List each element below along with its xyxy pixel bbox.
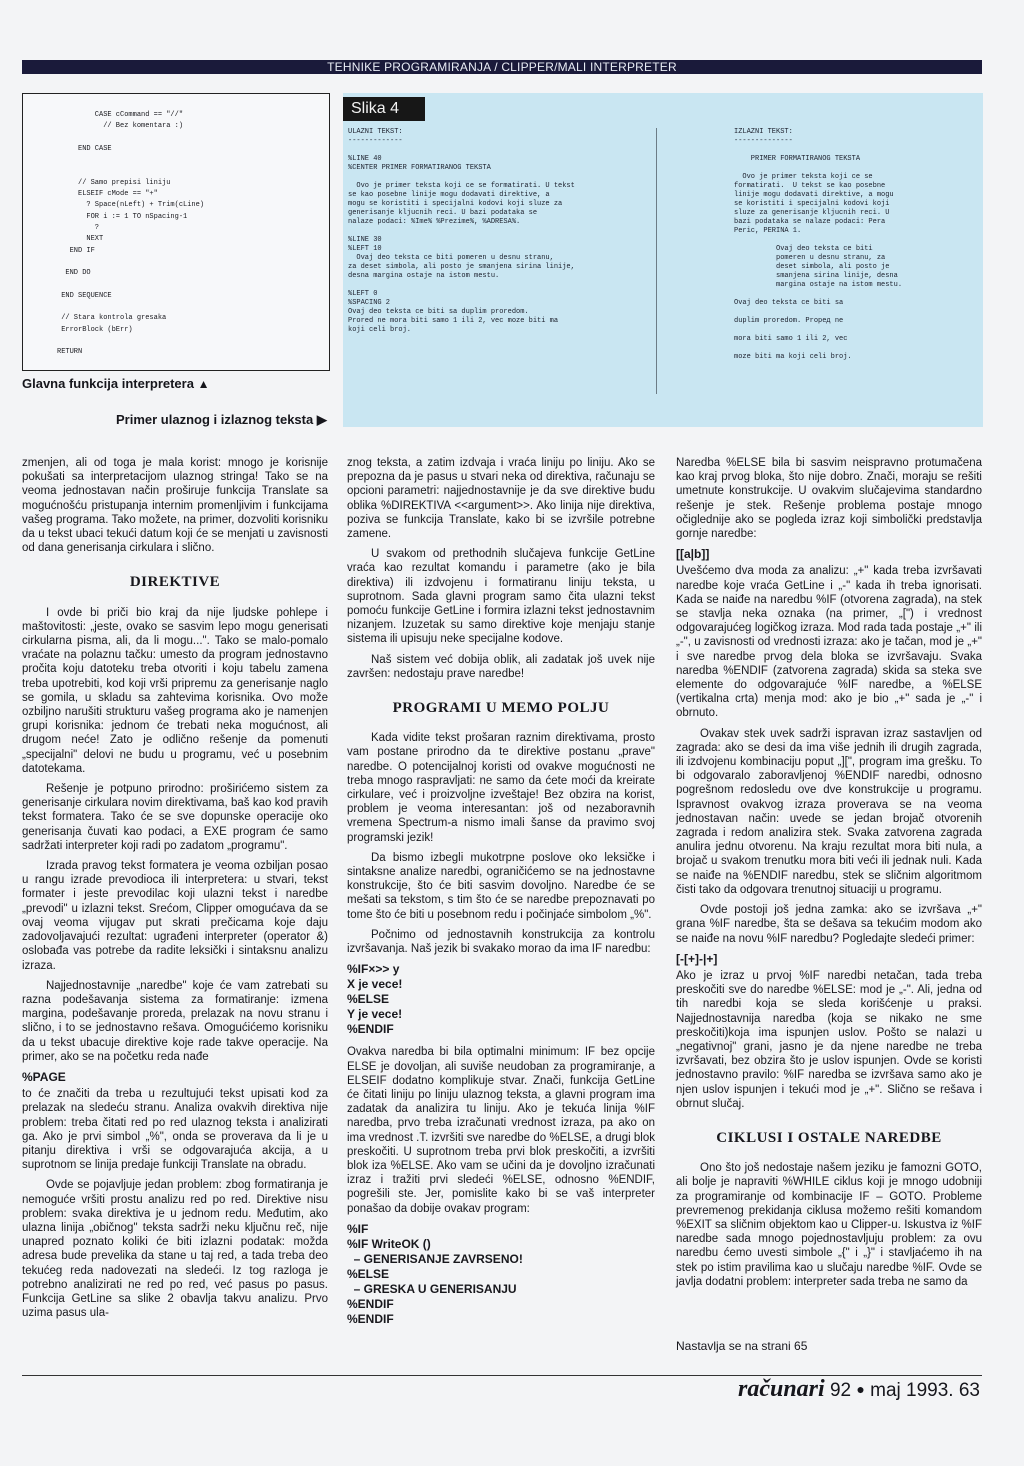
figure-4-label: Slika 4 xyxy=(343,97,425,121)
article-column-2 xyxy=(347,456,655,1335)
magazine-brand: računari xyxy=(737,1376,825,1402)
code-listing-box xyxy=(22,93,330,371)
triangle-up-icon: ▲ xyxy=(197,377,210,391)
paragraph: Počnimo od jednostavnih konstrukcija za kontrolu izvršavanja. Naš jezik bi svakako morao da ima IF naredbu: xyxy=(347,928,655,956)
section-heading-ciklusi: CIKLUSI I OSTALE NAREDBE xyxy=(716,1129,942,1146)
caption-main-text: Glavna funkcija interpretera xyxy=(22,376,194,391)
paragraph: Najjednostavnije „naredbe" koje će vam zatrebati su razna podešavanja sistema za formatiranje: izmena margina, podešavanje proreda, prelazak na novu stranu i slično, i to se jednostavno rešava. Omogućićemo korisniku da u tekst ubacuje direktive koje rade takve operacije. Na primer, ako se na početku reda nađe xyxy=(22,979,328,1063)
code-expression-2: [-[+]-|+] xyxy=(676,951,718,966)
code-program-2: %IF %IF WriteOK () – GENERISANJE ZAVRSENO! %ELSE – GRESKA U GENERISANJU %ENDIF %ENDIF xyxy=(347,1221,523,1326)
caption-main-function xyxy=(22,376,209,391)
code-directive: %PAGE xyxy=(22,1069,66,1084)
continuation-note: Nastavlja se na strani 65 xyxy=(676,1339,808,1353)
paragraph: Ovde postoji još jedna zamka: ako se izvršava „+" grana %IF naredbe, šta se dešava sa tekućim modom ako se naiđe na novu %IF naredbu? Pogledajte sledeći primer: xyxy=(676,904,982,945)
section-heading-direktive: DIREKTIVE xyxy=(129,574,221,591)
code-program-1: %IF×>> y X je vece! %ELSE Y je vece! %ENDIF xyxy=(347,962,403,1037)
paragraph: Da bismo izbegli mukotrpne poslove oko leksičke i sintaksne analize naredbi, ograničićemo se na jednostavne konstrukcije, što će biti sasvim dovoljno. Naredbe će se mešati sa tekstom, s tim što će se naredbe prepoznavati po tome što će biti u posebnom redu i počinjaće simbolom „%". xyxy=(347,851,655,921)
paragraph: Ovakav stek uvek sadrži ispravan izraz sastavljen od zagrada: ako se desi da ima više jednih ili drugih zagrada, ili izdvojenu kombinaciju poput „][", program ima grešku. To bi odgovaralo zaboravljenoj %ENDIF naredbi, odnosno pogrešnom redosledu ove dve konstrukcije u programu. Ispravnost ovakvog izraza proverava se na veoma jednostavan način: uvede se jedan brojač otvorenih zagrada i redom analizira stek. Svaka zatvorena zagrada anulira jednu otvorenu. Na kraju rezultat mora biti nula, a brojač u svakom trenutku mora biti veći ili jednak nuli. Kada se naiđe na %ENDIF naredbu, stek se sličnim algoritmom čisti tako da odgovara trenutnoj situaciji u programu. xyxy=(676,727,982,896)
paragraph: Ono što još nedostaje našem jeziku je famozni GOTO, ali bolje je napraviti %WHILE ciklus koji je mnogo udobniji za programiranje od kombinacije IF – GOTO. Probleme prevremenog prekidanja ciklusa možemo rešiti komandom %EXIT sa sličnim objektom kao u Clipper-u. Iskustva iz %IF naredbe sada mnogo pojednostavljuju problem: za ovu naredbu ćemo uvesti simbole „{" i „}" i stavljaćemo ih na stek po istim pravilima kao u slučaju naredbe %IF. Ovde se javlja dodatni problem: interpreter sada treba ne samo da xyxy=(676,1162,982,1288)
paragraph: Uvešćemo dva moda za analizu: „+" kada treba izvršavati naredbe koje vraća GetLine i „-" kada ih treba ignorisati. Kada se naiđe na naredbu %IF (otvorena zagrada), na stek se stavlja neka oznaka (na primer, „[") i vrednost odgovarajućeg logičkog izraza. Mod rada tada postaje „+" ili „-", u zavisnosti od vrednosti izraza: ako je tačan, mod je „+" i sve naredbe prvog dela bloka se izvršavaju. Svaka naredba %ENDIF (zatvorena zagrada) skida sa steka sve elemente do odgovarajuće %IF naredbe, a %ELSE (vertikalna crta) menja mod: ako je bio „+" sada je „-" i obrnuto. xyxy=(676,565,982,720)
code-expression-1: [[a|b]] xyxy=(676,547,710,562)
paragraph: znog teksta, a zatim izdvaja i vraća liniju po liniju. Ako se prepozna da je pasus u stvari neka od direktiva, računaju se opcioni parametri: najjednostavnije je da sve direktive budu oblika %DIREKTIVA <<argument>>. Ako linija nije direktiva, poziva se funkcija Translate, kako bi se izvršile potrebne zamene. xyxy=(347,457,655,541)
code-listing: CASE cCommand == "//" // Bez komentara :) END CASE // Samo prepisi liniju ELSEIF cMode == "+" ? Space(nLeft) + Trim(cLine) FOR i := 1 TO nSpacing-1 ? NEXT END IF END DO END SEQUENCE // Stara kontrola gresaka ErrorBlock (bErr) RETURN xyxy=(57,111,205,357)
triangle-right-icon: ▶ xyxy=(316,412,327,427)
figure-output-text: IZLAZNI TEKST: -------------- PRIMER FORMATIRANOG TEKSTA Ovo je primer teksta koji ce se formatirati. U tekst se kao posebne linije mogu dodavati direktive, a mogu se koristiti i specijalni kodovi koji sluze za generisanje kljucnih reci. U bazi podataka se nalaze podaci: Pera Peric, PERINA 1. Ovaj deo teksta ce biti pomeren u desnu stranu, za deset simbola, ali posto je smanjena sirina linije, desna margina ostaje na istom mestu. Ovaj deo teksta ce biti sa duplim proredom. Proред ne mora biti samo 1 ili 2, vec moze biti ma koji celi broj. xyxy=(734,128,903,361)
caption-sample-text: Primer ulaznog i izlaznog teksta xyxy=(116,412,314,427)
paragraph: U svakom od prethodnih slučajeva funkcije GetLine vraća kao rezultat komandu i parametre (ako je bila direktiva) ili izdvojenu i formatiranu liniju teksta, u suprotnom. Sada glavni program samo čita ulazni tekst pomoću funkcije GetLine i formira izlazni tekst jednostavnim nizanjem. Izuzetak su samo direktive koje menjaju stanje sistema ili upisuju neke specijalne kodove. xyxy=(347,548,655,646)
paragraph: Naš sistem već dobija oblik, ali zadatak još uvek nije završen: nedostaju prave naredbe! xyxy=(347,653,655,680)
article-column-1 xyxy=(22,456,328,1326)
paragraph: to će značiti da treba u rezultujući tekst upisati kod za prelazak na sledeću stranu. Analiza ovakvih direktiva nije problem: treba čitati red po red ulaznog teksta i analizirati ga. Ako je prvi simbol „%", onda se proverava da li je u pitanju direktiva i vrši se odgovarajuća akcija, a u suprotnom se linija predaje funkciji Translate na obradu. xyxy=(22,1088,328,1172)
page-footer xyxy=(738,1376,980,1403)
paragraph: zmenjen, ali od toga je mala korist: mnogo je korisnije pokušati sa interpretacijom ulaznog stringa! Tako se na veoma jednostavan način proširuje funkcija Translate sa mogućnošću pristupanja internim promenljivim i funkcijama vašeg programa. Tako možete, na primer, dozvoliti korisniku da u tekst ubaci tekući datum koji će se menjati u zavisnosti od dana generisanja cirkulara i slično. xyxy=(22,457,328,555)
bullet-icon: ● xyxy=(856,1381,865,1397)
paragraph: Ako je izraz u prvoj %IF naredbi netačan, tada treba preskočiti sve do naredbe %ELSE: mod je „-". Ali, jedna od tih naredbi koja se sleda korišćenje u praksi. Najjednostavnija naredba (koja se nikako ne sme preskočiti)koja ima ispunjen uslov. Pošto se nalazi u „negativnoj" grani, jasno je da njene naredbe ne treba izvršavati, bez obzira što je uslov ispunjen. Ovde se koristi jednostavno pravilo: %IF naredba se izvršava samo ako je njen uslov ispunjen i tekući mod je „+". Slično se rešava i obrnut slučaj. xyxy=(676,969,982,1110)
section-heading-programi: PROGRAMI U MEMO POLJU xyxy=(392,700,610,717)
paragraph: Kada vidite tekst prošaran raznim direktivama, prosto vam postane prirodno da te direktive postanu „prave" naredbe. O potencijalnoj koristi od ovakve mogućnosti ne treba mnogo raspravljati: ne samo da ćete moći da kreirate cirkulare, već i proizvoljne izveštaje! Bez obzira na korist, problem je veoma interesantan: još od nezaboravnih vremena Spectrum-a nismo imali šanse da pravimo svoj programski jezik! xyxy=(347,732,655,844)
issue-number: 92 xyxy=(829,1380,852,1401)
paragraph: I ovde bi priči bio kraj da nije ljudske pohlepe i maštovitosti: „jeste, ovako se sasvim lepo mogu generisati cirkularna pisma, ali, da li mogu...". Tako se malo-pomalo vraćate na polaznu tačku: umesto da program jednostavno pročita koju datoteku treba otvoriti i koju tabelu zamena treba upotrebiti, kod koji vrši pripremu za generisanje naglo se gomila, u skladu sa zahtevima korisnika. Ovo može ozbiljno narušiti strukturu vašeg programa ako je namenjen grupi korisnika: jednom će trebati neka mogućnost, ali drugom neće! Zato je odlično rešenje da pomenuti „specijalni" delovi ne budu u programu, već u posebnim datotekama. xyxy=(22,606,328,775)
article-column-3 xyxy=(676,456,982,1295)
figure-input-panel xyxy=(348,128,657,394)
paragraph: Ovde se pojavljuje jedan problem: zbog formatiranja je nemoguće vršiti prostu analizu red po red. Direktive nisu problem: svaka direktiva je u jednom redu. Međutim, ako ulazna linija „običnog" teksta sadrži neku ključnu reč, nije unapred poznato koliki će biti izlazni podatak: možda adresa bude prevelika da stane u taj red, a tada treba deo tekućeg reda nadovezati na sledeći. Iz tog razloga je potrebno analizirati ne red po red, već pasus po pasus. Funkcija GetLine sa slike 2 obavlja takvu analizu. Prvo uzima pasus ula- xyxy=(22,1179,328,1320)
section-header: TEHNIKE PROGRAMIRANJA / CLIPPER/MALI INTERPRETER xyxy=(22,60,982,74)
figure-input-text: ULAZNI TEKST: ------------- %LINE 40 %CENTER PRIMER FORMATIRANOG TEKSTA Ovo je primer teksta koji ce se formatirati. U tekst se kao posebne linije mogu dodavati direktive, a mogu se koristiti i specijalni kodovi koji sluze za generisanje kljucnih reci. U bazi podataka se nalaze podaci: %Ime% %Prezime%, %ADRESA%. %LINE 30 %LEFT 10 Ovaj deo teksta ce biti pomeren u desnu stranu, za deset simbola, ali posto je smanjena sirina linije, desna margina ostaje na istom mestu. %LEFT 0 %SPACING 2 Ovaj deo teksta ce biti sa duplim proredom. Prored ne mora biti samo 1 ili 2, vec moze biti ma koji celi broj. xyxy=(348,128,575,334)
paragraph: Ovakva naredba bi bila optimalni minimum: IF bez opcije ELSE je dovoljan, ali suviše neudoban za programiranje, a ELSEIF dodatno komplikuje stvar. Znači, funkcija GetLine će čitati liniju po liniju ulaznog teksta, a glavni program ima zadatak da analizira tu liniju. Ako je tekuća linija %IF naredba, prvo treba izračunati vrednost izraza, pa ako on ima vrednost .T. izvršiti sve naredbe do %ELSE, a drugi blok preskočiti. U suprotnom treba prvi blok preskočiti, a izvršiti blok iza %ELSE. Ako vam se učini da je dovoljno izračunati izraz i tražiti prvi sledeći %ELSE, odnosno %ENDIF, pogrešili ste. Jer, pomislite kako bi se vaš interpreter ponašao da dobije ovakav program: xyxy=(347,1046,655,1215)
caption-sample xyxy=(116,412,327,428)
date-page: maj 1993. 63 xyxy=(870,1380,980,1401)
paragraph: Izrada pravog tekst formatera je veoma ozbiljan posao u rangu izrade prevodioca ili interpretera: u stvari, tekst formater i jeste prevodilac koji ulazni tekst i naredbe „prevodi" u izlazni tekst. Srećom, Clipper omogućava da se ovaj veoma vijugav put skrati prečicama koje daju zadovoljavajući rezultat: ugrađeni interpreter (operator &) oslobađa vas potrebe da radite leksički i sintaksnu analizu izraza. xyxy=(22,860,328,972)
paragraph: Rešenje je potpuno prirodno: proširićemo sistem za generisanje cirkulara novim direktivama, baš kao kod pravih tekst formatera. Tako će se sve dopunske operacije oko generisanja čuvati kao podaci, a EXE program će samo sadržati interpreter koji radi po zadatom „programu". xyxy=(22,783,328,852)
paragraph: Naredba %ELSE bila bi sasvim neispravno protumačena kao kraj prvog bloka, što nije dobro. Znači, moraju se rešiti umetnute konstrukcije. U ovakvim slučajevima standardno rešenje je stek. Rešenje problema postaje mnogo očiglednije ako se pogleda izraz koji simbolički predstavlja gornje naredbe: xyxy=(676,457,982,541)
figure-output-panel xyxy=(734,128,954,423)
